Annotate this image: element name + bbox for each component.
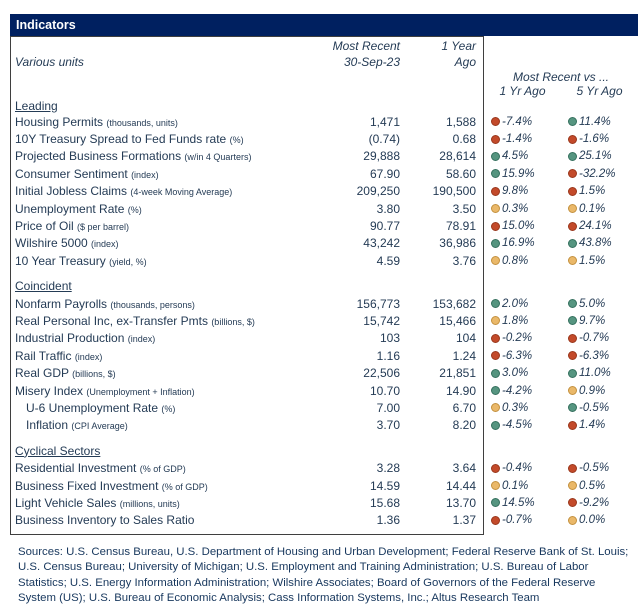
vs-1yr-cell	[484, 315, 561, 327]
indicator-label-cell	[10, 366, 312, 380]
indicator-label: 10Y Treasury Spread to Fed Funds rate	[15, 132, 227, 147]
most-recent-value: 67.90	[369, 166, 400, 181]
indicator-row	[10, 217, 638, 234]
trend-value: 25.1%	[579, 150, 612, 163]
section-header-row	[10, 278, 638, 295]
trend-value: 0.1%	[502, 479, 529, 492]
most-recent-value: 14.59	[369, 478, 400, 493]
vs-header-row	[10, 70, 638, 84]
trend-value: 1.8%	[502, 314, 529, 327]
indicator-label: Industrial Production	[15, 331, 125, 346]
trend-value: 16.9%	[502, 237, 535, 250]
indicator-label-cell	[10, 479, 312, 493]
trend-value: -0.7%	[579, 332, 610, 345]
trend-dot-green	[491, 169, 500, 178]
trend-value: -6.3%	[579, 349, 610, 362]
section-name: Coincident	[15, 279, 72, 294]
indicator-label-cell	[10, 202, 312, 216]
year-ago-value: 28,614	[439, 149, 476, 164]
trend-dot-red	[568, 187, 577, 196]
trend-value: -4.2%	[502, 384, 533, 397]
trend-value: -32.2%	[579, 167, 616, 180]
indicator-row	[10, 512, 638, 529]
trend-value: -7.4%	[502, 115, 533, 128]
sources-footer: Sources: U.S. Census Bureau, U.S. Department of Housing and Urban Development; Federal Reserve Bank of St. Louis; U.S. Census Bureau; University of Michigan; U.S. Employment and Training Administration; U.S. Bureau of Labor Statistics; U.S. Energy Information Administration; Wilshire Associates; Board of Governors of the Federal Reserve System (US); U.S. Bureau of Economic Analysis; Cass Information Systems, Inc.; Altus Research Team	[18, 546, 629, 605]
trend-value: 2.0%	[502, 297, 529, 310]
trend-value: 24.1%	[579, 220, 612, 233]
vs-5yr-cell	[561, 220, 638, 232]
vs-1yr-cell	[484, 367, 561, 379]
trend-value: -0.2%	[502, 332, 533, 345]
vs-1yr-cell	[484, 514, 561, 526]
indicator-units: (millions, units)	[119, 498, 180, 509]
trend-dot-yellow	[568, 256, 577, 265]
indicator-units: (billions, $)	[72, 369, 116, 380]
indicator-row	[10, 347, 638, 364]
indicator-label: Light Vehicle Sales	[15, 495, 117, 510]
vs-1yr-cell	[484, 419, 561, 431]
most-recent-value: 4.59	[376, 253, 400, 268]
trend-dot-red	[491, 187, 500, 196]
indicator-units: (%)	[127, 204, 142, 215]
col-most-recent-date: 30-Sep-23	[343, 55, 400, 69]
trend-dot-red	[491, 351, 500, 360]
trend-value: -0.4%	[502, 462, 533, 475]
most-recent-value: 156,773	[356, 296, 400, 311]
trend-dot-green	[568, 152, 577, 161]
year-ago-value: 3.50	[452, 201, 476, 216]
vs-5yr-cell	[561, 367, 638, 379]
year-ago-value: 3.76	[452, 253, 476, 268]
indicator-units: (w/in 4 Quarters)	[184, 152, 252, 163]
indicator-label-cell	[10, 115, 312, 129]
year-ago-value: 1.37	[452, 513, 476, 528]
indicator-row	[10, 417, 638, 434]
trend-dot-green	[491, 299, 500, 308]
most-recent-value: 1,471	[369, 114, 400, 129]
indicator-row	[10, 364, 638, 381]
indicator-row	[10, 165, 638, 182]
indicator-label: Residential Investment	[15, 461, 137, 476]
most-recent-value: 209,250	[356, 184, 400, 199]
trend-dot-red	[491, 516, 500, 525]
trend-dot-red	[568, 169, 577, 178]
vs-1yr-cell	[484, 150, 561, 162]
trend-dot-red	[568, 498, 577, 507]
trend-dot-green	[568, 369, 577, 378]
indicator-label-cell	[10, 401, 312, 415]
indicator-row	[10, 200, 638, 217]
trend-dot-yellow	[568, 386, 577, 395]
most-recent-value: 22,506	[363, 366, 400, 381]
trend-dot-red	[568, 334, 577, 343]
trend-dot-green	[568, 239, 577, 248]
section-name: Leading	[15, 98, 58, 113]
vs-5yr-cell	[561, 185, 638, 197]
indicator-units: ($ per barrel)	[77, 222, 130, 233]
trend-value: -0.5%	[579, 401, 610, 414]
year-ago-value: 13.70	[445, 495, 476, 510]
vs-5yr-cell	[561, 315, 638, 327]
vs-1yr-cell	[484, 332, 561, 344]
section-header-label	[10, 279, 312, 293]
indicator-row	[10, 477, 638, 494]
vs-1yr-cell	[484, 462, 561, 474]
trend-value: 3.0%	[502, 367, 529, 380]
vs-1yr-cell	[484, 480, 561, 492]
year-ago-value: 14.44	[445, 478, 476, 493]
vs-col-5yr-header: 5 Yr Ago	[576, 84, 623, 98]
most-recent-value: 15,742	[363, 313, 400, 328]
vs-5yr-cell	[561, 150, 638, 162]
indicator-label: Real GDP	[15, 366, 69, 381]
year-ago-value: 8.20	[452, 418, 476, 433]
trend-value: 0.5%	[579, 479, 606, 492]
vs-5yr-cell	[561, 203, 638, 215]
most-recent-value: 103	[379, 331, 400, 346]
trend-value: -0.7%	[502, 514, 533, 527]
trend-dot-green	[491, 498, 500, 507]
most-recent-value: 7.00	[376, 400, 400, 415]
trend-value: -6.3%	[502, 349, 533, 362]
most-recent-value: 43,242	[363, 236, 400, 251]
indicator-label: Inflation	[26, 418, 69, 433]
indicator-units: (4-week Moving Average)	[130, 187, 233, 198]
year-ago-value: 21,851	[439, 366, 476, 381]
indicator-label: Housing Permits	[15, 114, 104, 129]
trend-dot-red	[568, 351, 577, 360]
trend-dot-yellow	[491, 256, 500, 265]
vs-5yr-cell	[561, 419, 638, 431]
indicator-label-cell	[10, 349, 312, 363]
indicator-label: Projected Business Formations	[15, 149, 182, 164]
indicator-label-cell	[10, 461, 312, 475]
trend-value: 9.7%	[579, 314, 606, 327]
table-header-row-2	[10, 54, 638, 70]
year-ago-value: 15,466	[439, 313, 476, 328]
indicator-label: U-6 Unemployment Rate	[26, 400, 159, 415]
vs-1yr-cell	[484, 350, 561, 362]
vs-5yr-cell	[561, 168, 638, 180]
indicator-units: (Unemployment + Inflation)	[86, 386, 195, 397]
indicator-units: (thousands, persons)	[110, 299, 195, 310]
vs-1yr-cell	[484, 116, 561, 128]
trend-dot-red	[491, 135, 500, 144]
trend-value: -9.2%	[579, 496, 610, 509]
indicator-row	[10, 312, 638, 329]
year-ago-value: 6.70	[452, 400, 476, 415]
indicator-label: Price of Oil	[15, 219, 74, 234]
indicator-label: Initial Jobless Claims	[15, 184, 128, 199]
vs-1yr-cell	[484, 203, 561, 215]
indicator-label: Wilshire 5000	[15, 236, 88, 251]
vs-5yr-cell	[561, 462, 638, 474]
vs-5yr-cell	[561, 480, 638, 492]
trend-dot-yellow	[568, 204, 577, 213]
trend-dot-red	[491, 117, 500, 126]
trend-value: -1.4%	[502, 133, 533, 146]
vs-1yr-cell	[484, 497, 561, 509]
vs-5yr-cell	[561, 133, 638, 145]
indicator-label-cell	[10, 149, 312, 163]
section-spacer	[10, 434, 638, 442]
indicator-row	[10, 113, 638, 130]
vs-1yr-cell	[484, 237, 561, 249]
indicator-units: (%)	[161, 403, 176, 414]
indicator-label-cell	[10, 331, 312, 345]
indicator-units: (billions, $)	[211, 316, 255, 327]
trend-value: 0.8%	[502, 254, 529, 267]
trend-value: -0.5%	[579, 462, 610, 475]
most-recent-value: 29,888	[363, 149, 400, 164]
trend-value: 14.5%	[502, 496, 535, 509]
vs-5yr-cell	[561, 255, 638, 267]
most-recent-value: 3.28	[376, 461, 400, 476]
most-recent-value: 10.70	[369, 383, 400, 398]
vs-1yr-cell	[484, 385, 561, 397]
indicator-label-cell	[10, 496, 312, 510]
indicator-label: 10 Year Treasury	[15, 253, 106, 268]
indicator-label-cell	[10, 167, 312, 181]
vs-5yr-cell	[561, 385, 638, 397]
trend-dot-green	[491, 421, 500, 430]
section-header-label	[10, 99, 312, 113]
indicator-label-cell	[10, 314, 312, 328]
report-title-bar	[10, 14, 638, 36]
col-one-year-ago: Ago	[454, 55, 476, 69]
vs-5yr-cell	[561, 237, 638, 249]
indicator-label-cell	[10, 418, 312, 432]
indicator-units: (thousands, units)	[106, 117, 178, 128]
most-recent-value: (0.74)	[368, 132, 400, 147]
trend-dot-red	[491, 222, 500, 231]
vs-title: Most Recent vs ...	[512, 70, 610, 84]
indicator-label: Nonfarm Payrolls	[15, 296, 108, 311]
year-ago-value: 190,500	[432, 184, 476, 199]
indicator-label-cell	[10, 132, 312, 146]
most-recent-value: 3.80	[376, 201, 400, 216]
trend-dot-green	[568, 403, 577, 412]
trend-value: 4.5%	[502, 150, 529, 163]
trend-dot-yellow	[568, 516, 577, 525]
most-recent-value: 1.36	[376, 513, 400, 528]
vs-5yr-cell	[561, 497, 638, 509]
col-most-recent-header: Most Recent	[332, 39, 400, 53]
indicator-row	[10, 382, 638, 399]
year-ago-value: 36,986	[439, 236, 476, 251]
trend-dot-red	[491, 334, 500, 343]
trend-value: 0.9%	[579, 384, 606, 397]
indicator-row	[10, 130, 638, 147]
indicator-label: Consumer Sentiment	[15, 166, 128, 181]
indicator-row	[10, 235, 638, 252]
trend-dot-green	[568, 299, 577, 308]
trend-value: 11.0%	[579, 367, 611, 380]
trend-value: 0.3%	[502, 401, 529, 414]
indicator-units: (index)	[91, 239, 119, 250]
indicator-row	[10, 148, 638, 165]
trend-value: 9.8%	[502, 185, 529, 198]
trend-dot-yellow	[491, 403, 500, 412]
trend-dot-green	[568, 316, 577, 325]
trend-value: 15.0%	[502, 220, 535, 233]
year-ago-value: 104	[455, 331, 476, 346]
trend-dot-red	[568, 421, 577, 430]
vs-1yr-cell	[484, 168, 561, 180]
trend-dot-green	[491, 152, 500, 161]
indicators-table	[10, 38, 638, 529]
vs-5yr-cell	[561, 116, 638, 128]
indicator-units: (%)	[229, 135, 244, 146]
vs-1yr-cell	[484, 255, 561, 267]
year-ago-value: 0.68	[452, 132, 476, 147]
indicator-label: Real Personal Inc, ex-Transfer Pmts	[15, 313, 208, 328]
trend-dot-yellow	[568, 481, 577, 490]
indicator-units: (yield, %)	[109, 256, 147, 267]
indicator-units: (index)	[74, 351, 103, 362]
indicator-row	[10, 459, 638, 476]
vs-5yr-cell	[561, 332, 638, 344]
trend-dot-green	[491, 239, 500, 248]
section-header-row	[10, 98, 638, 113]
trend-dot-yellow	[491, 204, 500, 213]
vs-1yr-cell	[484, 133, 561, 145]
trend-dot-green	[491, 386, 500, 395]
section-header-label	[10, 444, 312, 458]
year-ago-value: 58.60	[445, 166, 476, 181]
trend-value: 0.3%	[502, 202, 529, 215]
indicator-units: (index)	[127, 334, 156, 345]
indicator-row	[10, 494, 638, 511]
vs-5yr-cell	[561, 298, 638, 310]
vs-5yr-cell	[561, 514, 638, 526]
indicator-row	[10, 183, 638, 200]
trend-dot-red	[568, 222, 577, 231]
indicator-label: Business Fixed Investment	[15, 478, 159, 493]
trend-dot-yellow	[491, 316, 500, 325]
indicator-row	[10, 399, 638, 416]
section-spacer	[10, 270, 638, 278]
trend-value: 0.1%	[579, 202, 606, 215]
trend-value: 1.5%	[579, 254, 606, 267]
various-units-label: Various units	[15, 55, 84, 69]
trend-dot-green	[568, 117, 577, 126]
indicator-row	[10, 330, 638, 347]
trend-value: 5.0%	[579, 297, 606, 310]
most-recent-value: 1.16	[376, 348, 400, 363]
section-name: Cyclical Sectors	[15, 443, 101, 458]
trend-value: -1.6%	[579, 133, 610, 146]
indicator-units: (% of GDP)	[161, 481, 208, 492]
most-recent-value: 90.77	[369, 219, 400, 234]
indicator-label-cell	[10, 513, 312, 527]
vs-5yr-cell	[561, 350, 638, 362]
year-ago-value: 3.64	[452, 461, 476, 476]
trend-value: 11.4%	[579, 115, 611, 128]
trend-value: -4.5%	[502, 419, 533, 432]
vs-1yr-cell	[484, 298, 561, 310]
indicator-row	[10, 252, 638, 269]
indicator-row	[10, 295, 638, 312]
vs-1yr-cell	[484, 185, 561, 197]
trend-dot-yellow	[491, 481, 500, 490]
indicator-units: (CPI Average)	[71, 421, 128, 432]
trend-value: 0.0%	[579, 514, 606, 527]
indicator-label: Misery Index	[15, 383, 84, 398]
indicator-label-cell	[10, 384, 312, 398]
trend-value: 43.8%	[579, 237, 612, 250]
vs-5yr-cell	[561, 402, 638, 414]
year-ago-value: 153,682	[432, 296, 476, 311]
table-header-row-1	[10, 38, 638, 54]
indicator-units: (index)	[131, 169, 159, 180]
trend-dot-green	[491, 369, 500, 378]
most-recent-value: 15.68	[369, 495, 400, 510]
indicator-label: Business Inventory to Sales Ratio	[15, 513, 195, 528]
section-header-row	[10, 442, 638, 459]
indicator-label-cell	[10, 236, 312, 250]
year-ago-value: 14.90	[445, 383, 476, 398]
indicator-label: Unemployment Rate	[15, 201, 125, 216]
vs-col-1yr-header: 1 Yr Ago	[499, 84, 546, 98]
most-recent-value: 3.70	[376, 418, 400, 433]
trend-dot-red	[568, 135, 577, 144]
col-one-year-header: 1 Year	[441, 39, 476, 53]
trend-value: 1.4%	[579, 419, 606, 432]
indicator-label-cell	[10, 254, 312, 268]
indicator-label: Rail Traffic	[15, 348, 72, 363]
indicator-units: (% of GDP)	[139, 464, 186, 475]
trend-dot-red	[491, 464, 500, 473]
vs-1yr-cell	[484, 402, 561, 414]
indicator-label-cell	[10, 297, 312, 311]
indicator-label-cell	[10, 219, 312, 233]
trend-dot-red	[568, 464, 577, 473]
year-ago-value: 1,588	[445, 114, 476, 129]
year-ago-value: 78.91	[445, 219, 476, 234]
vs-1yr-cell	[484, 220, 561, 232]
trend-value: 1.5%	[579, 185, 606, 198]
report-title: Indicators	[16, 18, 76, 32]
vs-subheader-row	[10, 84, 638, 98]
indicator-label-cell	[10, 184, 312, 198]
year-ago-value: 1.24	[452, 348, 476, 363]
trend-value: 15.9%	[502, 167, 535, 180]
